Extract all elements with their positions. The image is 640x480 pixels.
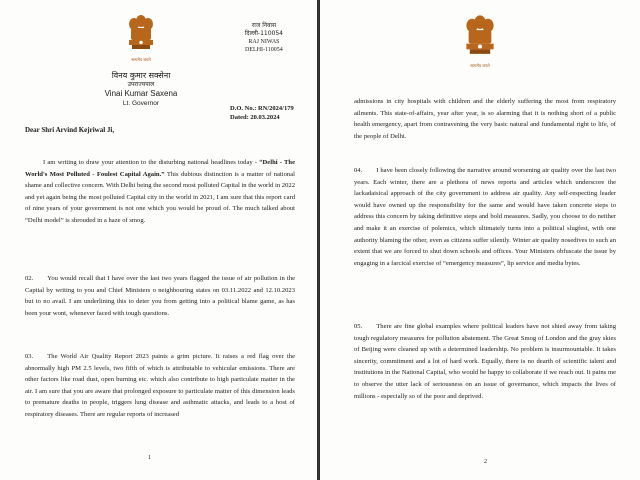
paragraph-5-text: There are fine global examples where political leaders have not shied away from taking tough regulatory measures for pollution abatement. The Great Smog of London and the gray skies of Beijing were cleaned up with a determined leadership. No problem is insurmountable. It takes sincerity, commitment and a lot of hard work. Equally, there is no dearth of scientific talent and institutions in the National Capital, who would be happy to collaborate if we reach out. It pains me to observe the utter lack of seriousness on an issue of governance, which impacts the lives of millions - especially so of the poor and deprived.: [354, 323, 616, 400]
letter-page-1: [0, 0, 317, 480]
address-english-line2: DELHI-110054: [245, 47, 283, 53]
reference-block: [230, 104, 294, 122]
paragraph-4-text: I have been closely following the narrative around worsening air quality over the last two years. Each winter, there are a plethora of news reports and articles which underscore the lackadaisical approach of the city government to address air quality. Any self-respecting leader would have owned up the responsibility for the same and would have taken concrete steps to address this concern by taking definitive steps and bold measures. Sadly, you choose to do neither and make it an exercise of polemics, which ultimately turns into a political slugfest, with one authority blaming the other, even as citizens suffer silently. Winter air quality nosedives to such an extent that we are forced to shut down schools and offices. Your Ministers obfuscate the issue by engaging in a farcical exercise of “emergency measures”, lip service and media bytes.: [354, 167, 616, 267]
national-emblem-icon: [126, 14, 156, 56]
national-emblem-icon: [463, 14, 497, 62]
paragraph-3-number: 03.: [25, 353, 34, 360]
letter-date: Dated: 20.03.2024: [230, 114, 280, 121]
sender-block: [83, 71, 199, 108]
emblem-caption: सत्यमेव जयते: [131, 57, 151, 62]
sender-name-hindi: विनय कुमार सक्सेना: [111, 71, 171, 80]
paragraph-2-number: 02.: [25, 275, 34, 282]
paragraph-3: [25, 351, 295, 421]
paragraph-2-text: You would recall that I have over the last two years flagged the issue of air pollution in the Capital by writing to you and Chief Ministers o neighbouring states on 03.11.2022 and 12.10.2023 but to no avail. I am underlining this to deter you from getting into a political blame game, as has been your wont, whenever faced with tough questions.: [25, 275, 295, 317]
paragraph-5-number: 05.: [354, 323, 363, 330]
do-number: D.O. No.: RN/2024/179: [230, 105, 294, 112]
paragraph-3-continued: admissions in city hospitals with children and the elderly suffering the most from respiratory ailments. This state-of-affairs, year after year, is so alarming that it is nothing short of a public health emergency, apart from contravening the very basic natural and fundamental right to life, of the people of Delhi.: [354, 98, 616, 140]
sender-name-english: Vinai Kumar Saxena: [104, 89, 178, 98]
letter-page-2: [320, 0, 640, 480]
address-english-line1: RAJ NIWAS: [248, 39, 280, 45]
address-hindi-line1: राज निवास: [251, 22, 277, 29]
paragraph-1-intro: I am writing to draw your attention to the disturbing national headlines today -: [43, 159, 260, 166]
emblem-caption: सत्यमेव जयते: [470, 63, 490, 68]
salutation: Dear Shri Arvind Kejriwal Ji,: [25, 126, 115, 134]
paragraph-2: [25, 273, 295, 319]
page-number-2: 2: [484, 459, 487, 465]
page-number-1: 1: [148, 455, 151, 461]
paragraph-1-body: This dubious distinction is a matter of national shame and collective concern. With Delhi being the second most polluted Capital in the world in 2022 and yet again being the most polluted Capital city in the world in 2021, I am sure that this report card of nine years of your government is not one which you would be proud of. The much talked about “Delhi model” is shrouded in a haze of smog.: [25, 170, 295, 224]
address-hindi-line2: दिल्ली-110054: [244, 30, 283, 37]
address-block: [245, 22, 283, 54]
sender-title-english: Lt. Governor: [122, 100, 160, 107]
paragraph-4-number: 04.: [354, 167, 363, 174]
paragraph-4: [354, 165, 616, 269]
sender-title-hindi: उपराज्यपाल: [127, 81, 155, 88]
paragraph-1: [25, 157, 295, 227]
paragraph-1-headline: “Delhi - The World's Most Polluted - Foulest Capital Again.”: [25, 159, 295, 178]
paragraph-5: [354, 321, 616, 402]
paragraph-3-text: The World Air Quality Report 2023 paints a grim picture. It raises a red flag over the abnormally high PM 2.5 levels, two fifth of which is attributable to vehicular emissions. There are other factors like road dust, open burning etc. which also contribute to high particulate matter in the air. I am sure that you are aware that prolonged exposure to particulate matter of this dimension leads to premature deaths in people, triggers lung disease and asthmatic attacks, and leads to a host of respiratory diseases. There are regular reports of increased: [25, 353, 295, 418]
